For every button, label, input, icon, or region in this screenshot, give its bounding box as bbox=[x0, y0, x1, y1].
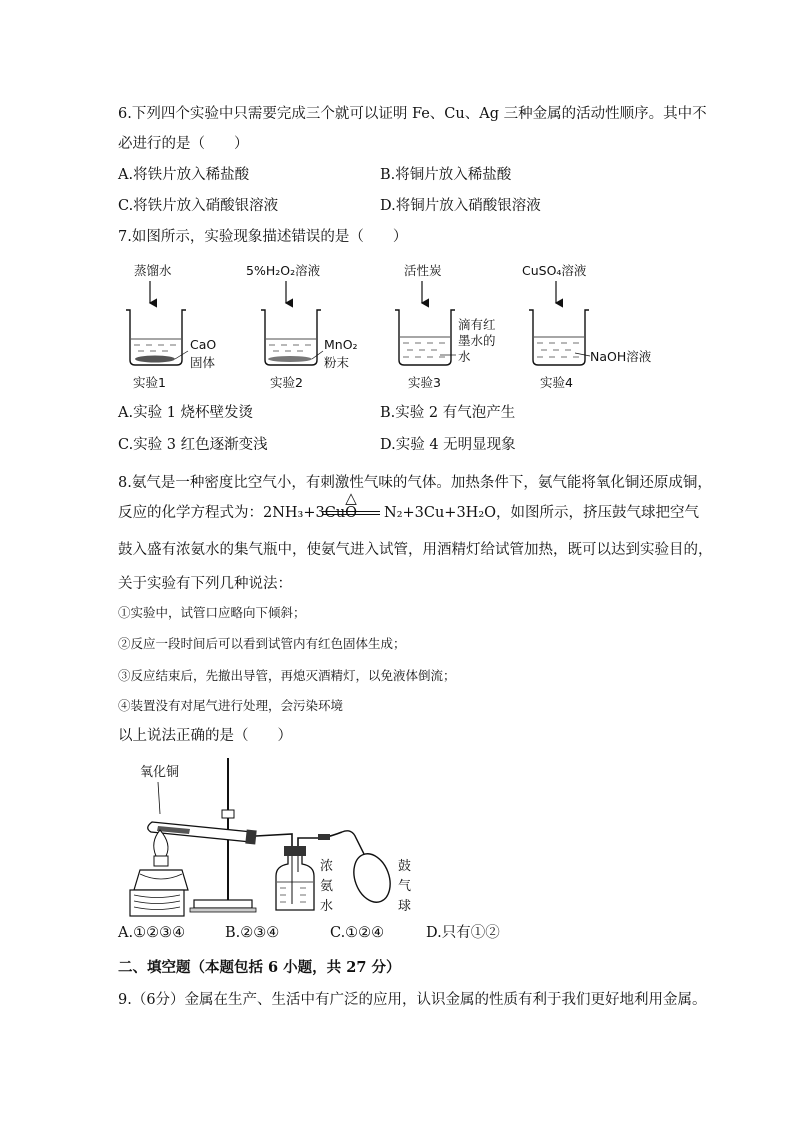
experiment-4 bbox=[522, 263, 652, 390]
q7-option-c: C.实验 3 红色逐渐变浅 bbox=[118, 437, 268, 453]
q8-option-b: B.②③④ bbox=[225, 925, 280, 941]
q8-statement-1: ①实验中，试管口应略向下倾斜； bbox=[118, 605, 306, 620]
exp4-reagent: CuSO₄溶液 bbox=[522, 263, 587, 278]
experiment-1 bbox=[126, 263, 216, 390]
q8-stem-line1: 8.氨气是一种密度比空气小，有刺激性气味的气体。加热条件下，氨气能将氧化铜还原成铜， bbox=[118, 475, 712, 491]
exp1-reagent: 蒸馏水 bbox=[134, 263, 172, 278]
q6-stem-line1: 6.下列四个实验中只需要完成三个就可以证明 Fe、Cu、Ag 三种金属的活动性顺序。其中不 bbox=[118, 106, 707, 122]
label-bulb-c1: 鼓 bbox=[398, 859, 412, 874]
q6-option-d: D.将铜片放入硝酸银溶液 bbox=[380, 198, 541, 214]
exp2-solid-line1: MnO₂ bbox=[324, 337, 358, 352]
q7-beakers-figure bbox=[0, 255, 794, 395]
q7-option-a: A.实验 1 烧杯壁发烫 bbox=[118, 405, 254, 421]
label-copper-oxide: 氧化铜 bbox=[140, 765, 180, 780]
q8-question: 以上说法正确的是（ ） bbox=[118, 728, 292, 744]
q9-stem: 9.（6分）金属在生产、生活中有广泛的应用，认识金属的性质有利于我们更好地利用金属。 bbox=[118, 992, 707, 1008]
q8-stem-line3: 鼓入盛有浓氨水的集气瓶中，使氨气进入试管，用酒精灯给试管加热，既可以达到实验目的， bbox=[118, 542, 713, 558]
label-ammonia-c2: 氨 bbox=[320, 879, 334, 894]
exp3-caption: 实验3 bbox=[408, 375, 441, 390]
q8-stem-line4: 关于实验有下列几种说法： bbox=[118, 576, 292, 592]
q8-statement-3: ③反应结束后，先撤出导管，再熄灭酒精灯，以免液体倒流； bbox=[118, 668, 456, 683]
q8-stem-line2-suffix: N₂+3Cu+3H₂O，如图所示，挤压鼓气球把空气 bbox=[384, 505, 700, 521]
q8-option-a: A.①②③④ bbox=[118, 925, 186, 941]
exp1-solid-line2: 固体 bbox=[190, 355, 216, 370]
q6-option-b: B.将铜片放入稀盐酸 bbox=[380, 167, 512, 183]
exp4-liquid: NaOH溶液 bbox=[590, 349, 652, 364]
exp1-solid-line1: CaO bbox=[190, 337, 217, 352]
exp1-caption: 实验1 bbox=[133, 375, 166, 390]
q7-stem: 7.如图所示，实验现象描述错误的是（ ） bbox=[118, 229, 408, 245]
q8-statement-2: ②反应一段时间后可以看到试管内有红色固体生成； bbox=[118, 636, 406, 651]
exp2-caption: 实验2 bbox=[270, 375, 303, 390]
exp4-caption: 实验4 bbox=[540, 375, 573, 390]
rubber-bulb bbox=[342, 831, 397, 907]
section-heading: 二、填空题（本题包括 6 小题，共 27 分） bbox=[118, 959, 401, 976]
q7-option-b: B.实验 2 有气泡产生 bbox=[380, 405, 516, 421]
q8-apparatus-figure bbox=[0, 752, 794, 927]
heating-symbol: △ bbox=[345, 489, 357, 507]
q6-option-a: A.将铁片放入稀盐酸 bbox=[118, 167, 250, 183]
q8-option-d: D.只有①② bbox=[426, 925, 500, 941]
exp2-solid-line2: 粉末 bbox=[324, 355, 350, 370]
alcohol-lamp bbox=[130, 830, 188, 916]
q8-option-c: C.①②④ bbox=[330, 925, 385, 941]
q7-option-d: D.实验 4 无明显现象 bbox=[380, 437, 516, 453]
label-bulb-c3: 球 bbox=[398, 899, 412, 914]
exp2-reagent: 5%H₂O₂溶液 bbox=[246, 263, 321, 278]
label-bulb-c2: 气 bbox=[398, 879, 412, 894]
q8-stem-line2-prefix: 反应的化学方程式为：2NH₃+3CuO bbox=[118, 505, 358, 521]
q6-option-c: C.将铁片放入硝酸银溶液 bbox=[118, 198, 279, 214]
q6-stem-line2: 必进行的是（ ） bbox=[118, 136, 249, 152]
exp3-reagent: 活性炭 bbox=[404, 263, 442, 278]
label-ammonia-c3: 水 bbox=[320, 899, 334, 914]
exp3-liquid-line2: 墨水的 bbox=[458, 333, 496, 348]
exp3-liquid-line3: 水 bbox=[458, 349, 471, 364]
q8-condition-arrow bbox=[320, 489, 382, 519]
q8-statement-4: ④装置没有对尾气进行处理，会污染环境 bbox=[118, 698, 344, 713]
exp3-liquid-line1: 滴有红 bbox=[458, 317, 496, 332]
experiment-3 bbox=[395, 263, 496, 390]
label-ammonia-c1: 浓 bbox=[320, 859, 334, 874]
gas-bottle bbox=[276, 846, 314, 910]
experiment-2 bbox=[246, 263, 358, 390]
